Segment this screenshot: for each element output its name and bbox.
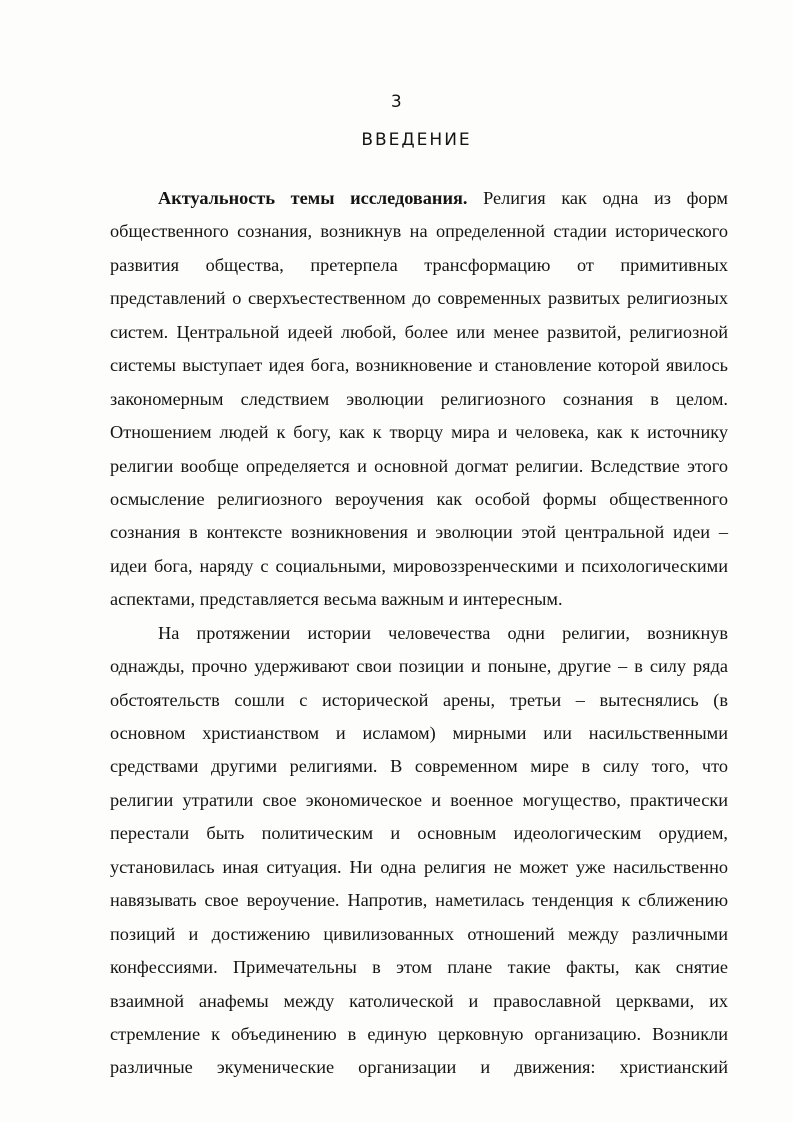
text-line: позиций и достижению цивилизованных отношений между различными bbox=[110, 923, 728, 944]
text-line: различные экуменические организации и движения: христианский bbox=[110, 1057, 728, 1078]
paragraph-1-line-1 bbox=[110, 182, 728, 215]
text-line: взаимной анафемы между католической и православной церквами, их bbox=[110, 990, 728, 1011]
text-line: религии утратили свое экономическое и военное могущество, практически bbox=[110, 789, 728, 810]
text-line: аспектами, представляется весьма важным и интересным. bbox=[110, 589, 563, 610]
text-line: Отношением людей к богу, как к творцу мира и человека, как к источнику bbox=[110, 422, 728, 443]
text-line: перестали быть политическим и основным идеологическим орудием, bbox=[110, 823, 728, 844]
text-line: системы выступает идея бога, возникновение и становление которой явилось bbox=[110, 355, 728, 376]
text-line: навязывать свое вероучение. Напротив, наметилась тенденция к сближению bbox=[110, 890, 728, 911]
text-line: однажды, прочно удерживают свои позиции и поныне, другие – в силу ряда bbox=[110, 656, 728, 677]
text-line: религии вообще определяется и основной догмат религии. Вследствие этого bbox=[110, 455, 728, 476]
text-line: основном христианством и исламом) мирными или насильственными bbox=[110, 723, 728, 743]
section-heading: ВВЕДЕНИЕ bbox=[361, 130, 472, 150]
text-line: осмысление религиозного вероучения как особой формы общественного bbox=[110, 488, 728, 509]
paragraph-1-line-1-rest: Религия как одна из форм bbox=[467, 188, 729, 208]
text-line: сознания в контексте возникновения и эволюции этой центральной идеи – bbox=[110, 522, 728, 543]
lead-phrase: Актуальность темы исследования. bbox=[158, 188, 468, 208]
text-line: идеи бога, наряду с социальными, мировоззренческими и психологическими bbox=[110, 555, 728, 576]
page-number: 3 bbox=[390, 92, 403, 112]
text-line: представлений о сверхъестественном до современных развитых религиозных bbox=[110, 288, 728, 309]
text-line: средствами другими религиями. В современном мире в силу того, что bbox=[110, 756, 728, 777]
text-line: закономерным следствием эволюции религиозного сознания в целом. bbox=[110, 388, 728, 409]
text-line: обстоятельств сошли с исторической арены, третьи – вытеснялись (в bbox=[110, 689, 728, 710]
body-text bbox=[110, 182, 728, 1085]
text-line: стремление к объединению в единую церковную организацию. Возникли bbox=[110, 1023, 728, 1044]
text-line: На протяжении истории человечества одни религии, возникнув bbox=[158, 622, 728, 643]
text-line: конфессиями. Примечательны в этом плане такие факты, как снятие bbox=[110, 957, 728, 978]
text-line: установилась иная ситуация. Ни одна религия не может уже насильственно bbox=[110, 856, 728, 877]
text-line: систем. Центральной идеей любой, более или менее развитой, религиозной bbox=[110, 321, 728, 342]
text-line: развития общества, претерпела трансформацию от примитивных bbox=[110, 254, 728, 275]
text-line: общественного сознания, возникнув на определенной стадии исторического bbox=[110, 221, 728, 242]
